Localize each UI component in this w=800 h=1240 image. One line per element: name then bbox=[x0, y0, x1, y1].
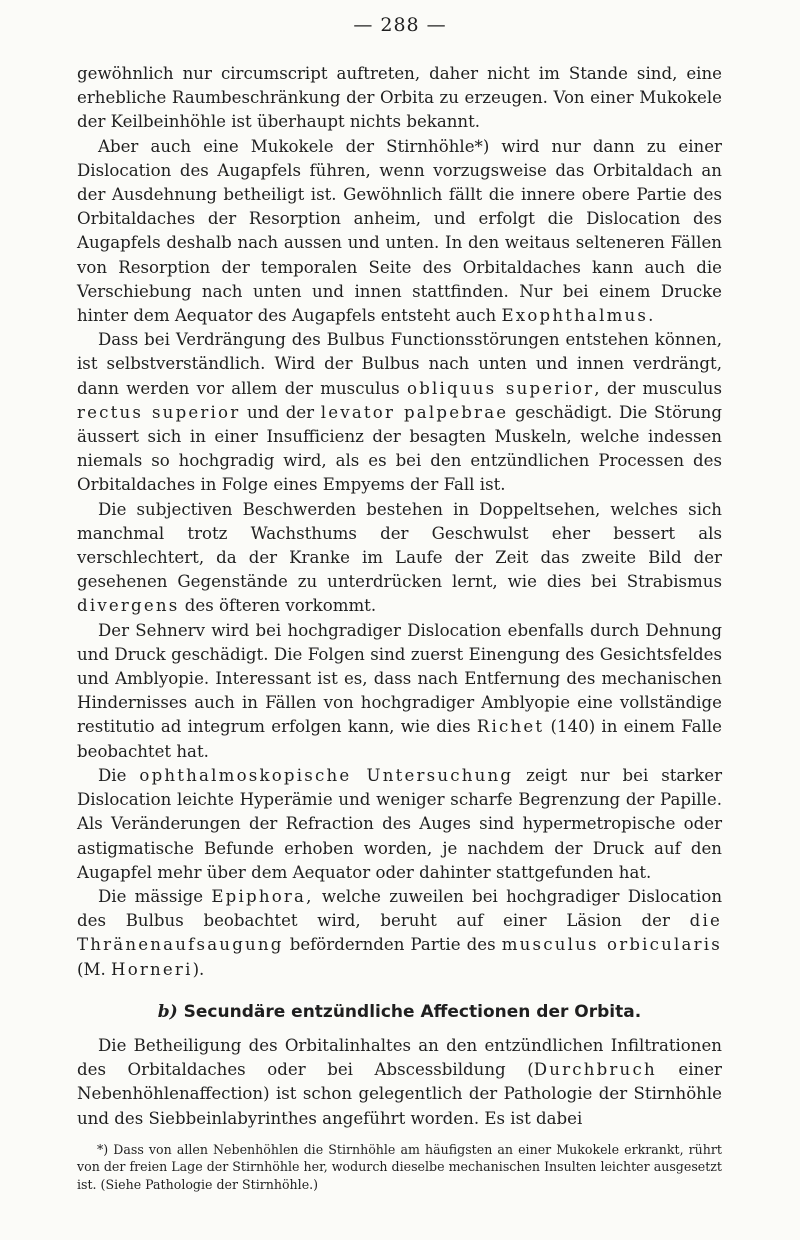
term-exophthalmus: Exophthalmus bbox=[501, 306, 649, 326]
section-title: Secundäre entzündliche Affectionen der Orbita. bbox=[183, 1001, 642, 1022]
paragraph-8: Die Betheiligung des Orbitalinhaltes an den entzündlichen Infiltrationen des Orbitaldaches oder bei Abscessbildung (Durchbruch einer Nebenhöhlenaffection) ist schon gelegentlich der Pathologie der Stirnhöhle und des Siebbeinlabyrinthes angeführt worden. Es ist dabei bbox=[77, 1035, 722, 1128]
footnote bbox=[77, 1141, 722, 1194]
main-text bbox=[77, 62, 722, 1131]
paragraph-4: Die subjectiven Beschwerden bestehen in Doppeltsehen, welches sich manchmal trotz Wachsthums der Geschwulst eher bessert als verschlechtert, da der Kranke im Laufe der Zeit das zweite Bild der gesehenen Gegenstände zu unterdrücken lernt, wie dies bei Strabismus divergens des öfteren vorkommt. bbox=[77, 499, 722, 616]
author-richet: Richet bbox=[476, 717, 545, 737]
section-letter: b) bbox=[157, 1001, 178, 1022]
section-heading bbox=[77, 1000, 722, 1024]
page-number: — 288 — bbox=[353, 14, 447, 36]
paragraph-3: Dass bei Verdrängung des Bulbus Functionsstörungen entstehen können, ist selbstverständlich. Wird der Bulbus nach unten und innen verdrängt, dann werden vor allem der musculus obliquus superior, der musculus rectus superior und der levator palpebrae geschädigt. Die Störung äussert sich in einer Insufficienz der besagten Muskeln, welche indessen niemals so hochgradig wird, als es bei den entzündlichen Processen des Orbitaldaches in Folge eines Empyems der Fall ist. bbox=[77, 330, 722, 495]
paragraph-1: gewöhnlich nur circumscript auftreten, daher nicht im Stande sind, eine erhebliche Raumbeschränkung der Orbita zu erzeugen. Von einer Mukokele der Keilbeinhöhle ist überhaupt nichts bekannt. bbox=[77, 64, 722, 132]
paragraph-5: Der Sehnerv wird bei hochgradiger Dislocation ebenfalls durch Dehnung und Druck geschädigt. Die Folgen sind zuerst Einengung des Gesichtsfeldes und Amblyopie. Interessant ist es, dass nach Entfernung des mechanischen Hindernisses auch in Fällen von hochgradiger Amblyopie eine vollständige restitutio ad integrum erfolgen kann, wie dies Richet (140) in einem Falle beobachtet hat. bbox=[77, 620, 722, 761]
paragraph-6: Die ophthalmoskopische Untersuchung zeigt nur bei starker Dislocation leichte Hyperämie und weniger scharfe Begrenzung der Papille. Als Veränderungen der Refraction des Auges sind hypermetropische oder astigmatische Befunde erhoben worden, je nachdem der Druck auf den Augapfel mehr über dem Aequator oder dahinter stattgefunden hat. bbox=[77, 765, 723, 882]
paragraph-2: Aber auch eine Mukokele der Stirnhöhle*) wird nur dann zu einer Dislocation des Augapfels führen, wenn vorzugsweise das Orbitaldach an der Ausdehnung betheiligt ist. Gewöhnlich fällt die innere obere Partie des Orbitaldaches der Resorption anheim, und erfolgt die Dislocation des Augapfels deshalb nach aussen und unten. In den weitaus selteneren Fällen von Resorption der temporalen Seite des Orbitaldaches kann auch die Verschiebung nach unten und innen stattfinden. Nur bei einem Drucke hinter dem Aequator des Augapfels entsteht auch Exophthalmus. bbox=[77, 136, 722, 326]
footnote-text: *) Dass von allen Nebenhöhlen die Stirnhöhle am häufigsten an einer Mukokele erkrankt, rührt von der freien Lage der Stirnhöhle her, wodurch dieselbe mechanischen Insulten leichter ausgesetzt ist. (Siehe Pathologie der Stirnhöhle.) bbox=[77, 1141, 722, 1192]
paragraph-7: Die mässige Epiphora, welche zuweilen bei hochgradiger Dislocation des Bulbus beobachtet wird, beruht auf einer Läsion der die Thränenaufsaugung befördernden Partie des musculus orbicularis (M. Horneri). bbox=[77, 886, 723, 979]
